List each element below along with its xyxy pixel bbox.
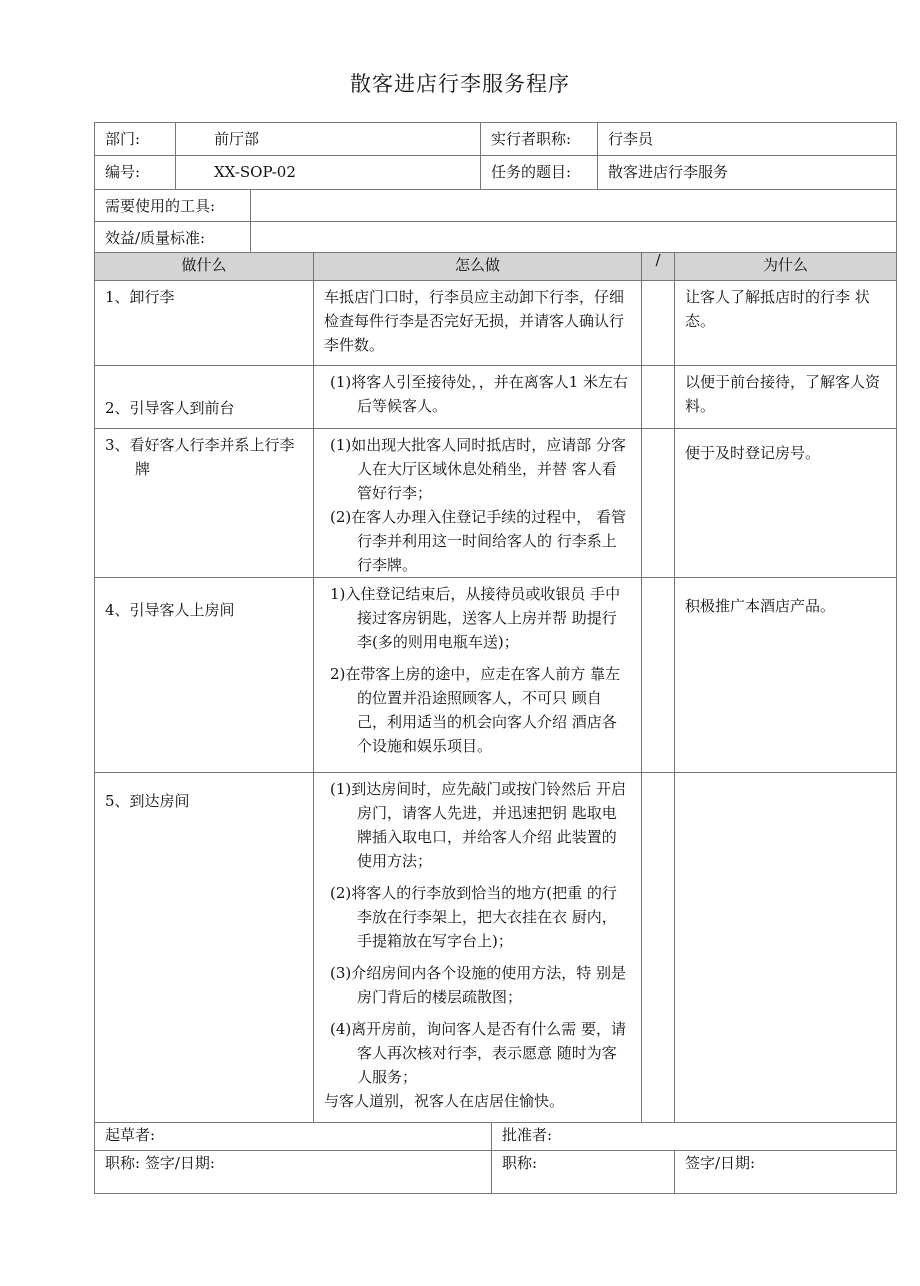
step-how [313,577,642,773]
step-how-item: (1)到达房间时，应先敲门或按门铃然后 开启房门，请客人先进，并迅速把钥 匙取电牌插入取电口，并给客人介绍 此装置的使用方法； [330,780,627,870]
step-check [641,577,675,773]
step-why: 便于及时登记房号。 [674,428,897,578]
step-what: 2、引导客人到前台 [94,365,314,429]
quality-label: 效益/质量标准: [94,221,251,253]
tools-label: 需要使用的工具: [94,189,251,222]
header-what: 做什么 [94,252,314,281]
step-how-item: (3)介绍房间内各个设施的使用方法，特 别是房门背后的楼层疏散图； [330,964,627,1006]
step-how-item: (2)在客人办理入住登记手续的过程中， 看管行李并利用这一时间给客人的 行李系上行李牌。 [330,508,627,574]
header-why: 为什么 [674,252,897,281]
step-why: 积极推广本酒店产品。 [674,577,897,773]
code-value: XX-SOP-02 [175,155,481,190]
approver-label: 批准者: [491,1122,897,1151]
step-what: 5、到达房间 [94,772,314,1123]
step-what [94,428,314,578]
task-value: 散客进店行李服务 [597,155,897,190]
header-check: / [641,252,675,281]
step-how-text: 车抵店门口时，行李员应主动卸下行李，仔细检查每件行李是否完好无损，并请客人确认行李件数。 [324,288,625,354]
step-check [641,428,675,578]
step-why: 以便于前台接待，了解客人资料。 [674,365,897,429]
document-title: 散客进店行李服务程序 [350,72,570,96]
role-label: 实行者职称: [480,122,598,156]
task-label: 任务的题目: [480,155,598,190]
step-how [313,365,642,429]
drafter-title-sign: 职称: 签字/日期: [94,1150,492,1194]
code-label: 编号: [94,155,176,190]
approver-title: 职称: [491,1150,675,1194]
step-how [313,428,642,578]
step-what-text: 3、看好客人行李并系上行李牌 [105,436,295,478]
step-check [641,280,675,366]
step-check [641,365,675,429]
step-check [641,772,675,1123]
header-how: 怎么做 [313,252,642,281]
dept-label: 部门: [94,122,176,156]
step-what: 4、引导客人上房间 [94,577,314,773]
quality-value [250,221,897,253]
drafter-label: 起草者: [94,1122,492,1151]
step-how-item: 2)在带客上房的途中，应走在客人前方 靠左的位置并沿途照顾客人，不可只 顾自己，利用适当的机会向客人介绍 酒店各个设施和娱乐项目。 [330,665,621,755]
step-how-item: (1)如出现大批客人同时抵店时，应请部 分客人在大厅区域休息处稍坐，并替 客人看管好行李； [330,436,627,502]
step-what: 1、卸行李 [94,280,314,366]
step-how [313,772,642,1123]
step-how-closing: 与客人道别，祝客人在店居住愉快。 [324,1092,565,1110]
step-how-item: 1)入住登记结束后，从接待员或收银员 手中接过客房钥匙，送客人上房并帮 助提行李(多的则用电瓶车送)； [330,585,621,651]
step-how-item: (1)将客人引至接待处，，并在离客人1 米左右后等候客人。 [330,373,629,415]
step-how [313,280,642,366]
step-why: 让客人了解抵店时的行李 状态。 [674,280,897,366]
dept-value: 前厅部 [175,122,481,156]
step-how-item: (2)将客人的行李放到恰当的地方(把重 的行李放在行李架上，把大衣挂在衣 厨内，手提箱放在写字台上)； [330,884,617,950]
approver-sign-date: 签字/日期: [674,1150,897,1194]
step-why [674,772,897,1123]
tools-value [250,189,897,222]
step-how-item: (4)离开房前，询问客人是否有什么需 要，请客人再次核对行李，表示愿意 随时为客人服务； [330,1020,627,1086]
role-value: 行李员 [597,122,897,156]
